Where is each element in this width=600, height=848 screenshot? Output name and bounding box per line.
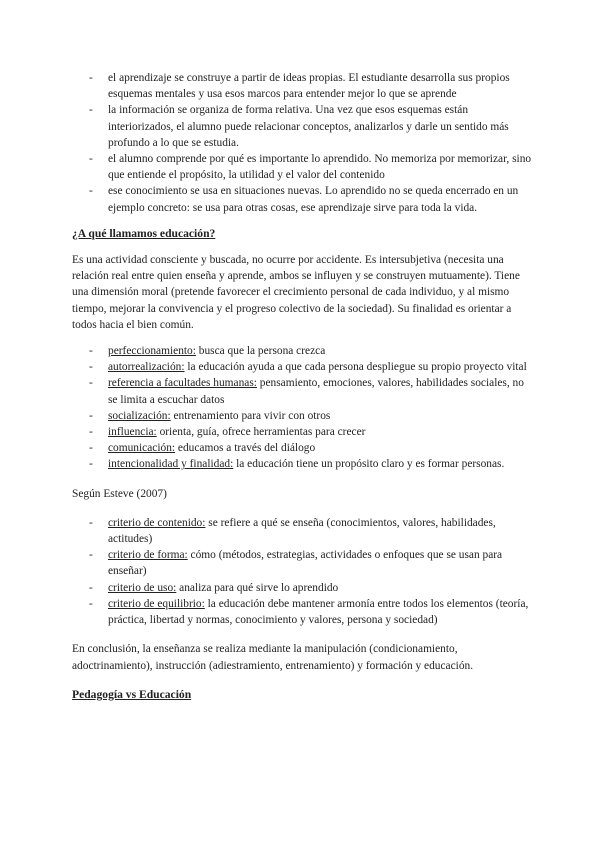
criteria-list <box>72 515 534 628</box>
list-item-text: el alumno comprende por qué es importante lo aprendido. No memoriza por memorizar, sino que entiende el propósito, la utilidad y el valor del contenido <box>108 153 532 182</box>
list-item-desc: pensamiento, emociones, valores, habilidades sociales, no se limita a escuchar datos <box>108 377 524 406</box>
list-item-text: el aprendizaje se construye a partir de ideas propias. El estudiante desarrolla sus propios esquemas mentales y usa esos marcos para entender mejor lo que se aprende <box>108 72 510 101</box>
dash-bullet: - <box>89 516 93 529</box>
list-item <box>72 456 534 472</box>
list-item-desc: la educación debe mantener armonía entre todos los elementos (teoría, práctica, libertad y normas, conocimiento y valores, persona y sociedad) <box>108 597 529 627</box>
list-item-term: socialización: <box>108 409 171 422</box>
list-item-desc: busca que la persona crezca <box>195 345 326 358</box>
list-item-desc: la educación ayuda a que cada persona despliegue su propio proyecto vital <box>184 361 527 374</box>
dash-bullet: - <box>89 458 93 471</box>
traits-list <box>72 343 534 473</box>
dash-bullet: - <box>89 153 93 166</box>
intro-list <box>72 70 534 216</box>
list-item-term: influencia: <box>108 426 157 439</box>
section-heading-pedagogia: Pedagogía vs Educación <box>72 687 192 701</box>
dash-bullet: - <box>89 597 93 610</box>
list-item-term: criterio de contenido: <box>108 516 206 529</box>
list-item <box>72 547 534 579</box>
list-item-term: autorrealización: <box>108 361 185 374</box>
list-item-text: ese conocimiento se usa en situaciones nuevas. Lo aprendido no se queda encerrado en un ejemplo concreto: se usa para otras cosas, ese aprendizaje sirve para toda la vida. <box>108 185 519 214</box>
list-item-term: criterio de forma: <box>108 549 188 562</box>
list-item <box>72 183 534 215</box>
list-item-term: criterio de equilibrio: <box>108 597 205 610</box>
list-item-desc: la educación tiene un propósito claro y es formar personas. <box>233 458 505 471</box>
list-item <box>72 424 534 440</box>
list-item <box>72 359 534 375</box>
list-item-desc: se refiere a qué se enseña (conocimientos, valores, habilidades, actitudes) <box>108 516 496 546</box>
list-item-desc: orienta, guía, ofrece herramientas para crecer <box>156 426 366 439</box>
dash-bullet: - <box>89 442 93 455</box>
list-item <box>72 102 534 151</box>
list-item <box>72 580 534 596</box>
dash-bullet: - <box>89 72 93 84</box>
list-item-term: perfeccionamiento: <box>108 345 196 358</box>
education-paragraph: Es una actividad consciente y buscada, no ocurre por accidente. Es intersubjetiva (necesita una relación real entre quien enseña y aprende, ambos se influyen y se construyen mutuamente). Tiene una dimensión moral (pretende favorecer el crecimiento personal de cada individuo, y al mismo tiempo, mejorar la convivencia y el progreso colectivo de la sociedad). Su finalidad es orientar a todos hacia el bien común. <box>72 254 520 331</box>
dash-bullet: - <box>89 377 93 390</box>
list-item-term: referencia a facultades humanas: <box>108 377 257 390</box>
list-item <box>72 151 534 183</box>
list-item <box>72 375 534 407</box>
dash-bullet: - <box>89 361 93 374</box>
list-item <box>72 70 534 102</box>
list-item-text: la información se organiza de forma relativa. Una vez que esos esquemas están interiorizados, el alumno puede relacionar conceptos, analizarlos y darle un sentido más profundo a lo que se estudia. <box>108 104 509 149</box>
dash-bullet: - <box>89 581 93 594</box>
source-citation: Según Esteve (2007) <box>72 487 167 500</box>
list-item <box>72 343 534 359</box>
dash-bullet: - <box>89 426 93 439</box>
list-item-desc: cómo (métodos, estrategias, actividades o enfoques que se usan para enseñar) <box>108 549 503 578</box>
list-item-desc: analiza para qué sirve lo aprendido <box>176 581 339 594</box>
list-item <box>72 408 534 424</box>
dash-bullet: - <box>89 549 93 562</box>
dash-bullet: - <box>89 409 93 422</box>
section-heading-educacion: ¿A qué llamamos educación? <box>72 226 216 240</box>
list-item-desc: educamos a través del diálogo <box>175 442 316 455</box>
document-content <box>72 70 534 703</box>
list-item-term: intencionalidad y finalidad: <box>108 458 234 471</box>
list-item <box>72 596 534 628</box>
dash-bullet: - <box>89 104 93 117</box>
list-item-term: comunicación: <box>108 442 176 455</box>
list-item-desc: entrenamiento para vivir con otros <box>170 409 331 422</box>
list-item <box>72 515 534 547</box>
dash-bullet: - <box>89 185 93 198</box>
list-item <box>72 440 534 456</box>
list-item-term: criterio de uso: <box>108 581 177 594</box>
dash-bullet: - <box>89 345 93 358</box>
conclusion-paragraph: En conclusión, la enseñanza se realiza mediante la manipulación (condicionamiento, adoctrinamiento), instrucción (adiestramiento, entrenamiento) y formación y educación. <box>72 643 474 672</box>
